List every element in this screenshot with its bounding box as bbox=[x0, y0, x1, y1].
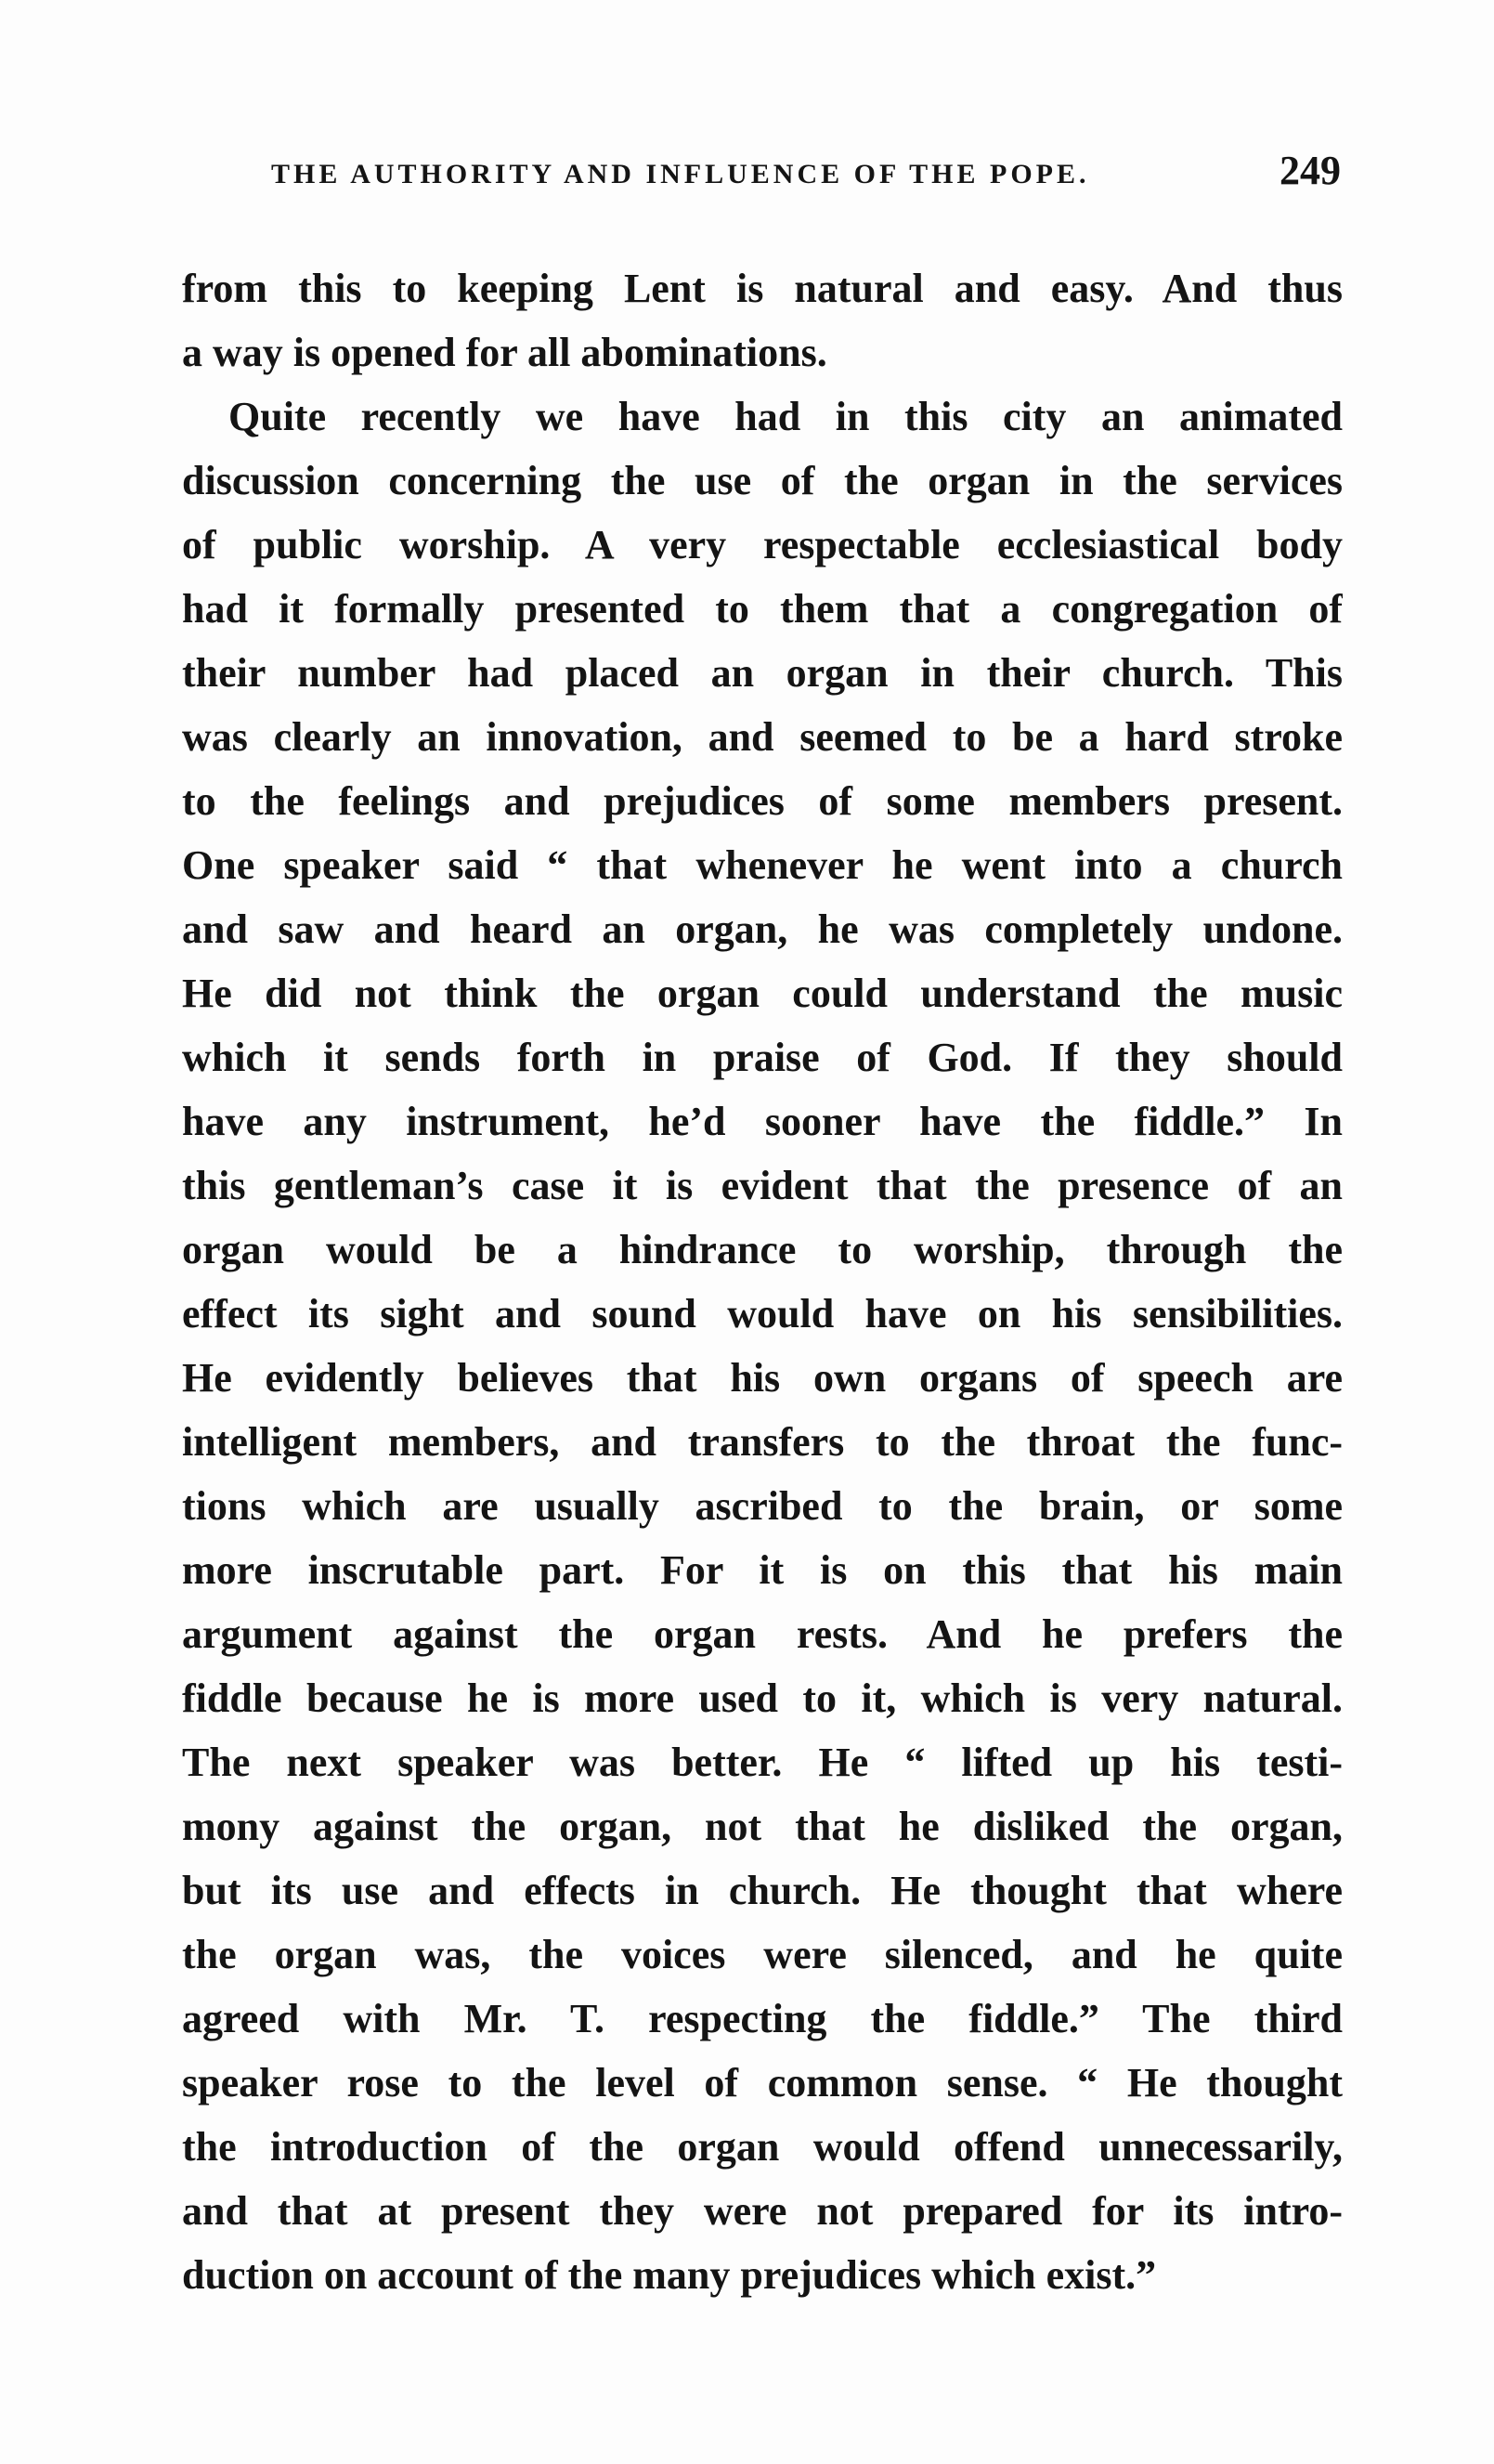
page-number: 249 bbox=[1280, 148, 1341, 193]
text-line: speaker rose to the level of common sense. “ He thought bbox=[182, 2060, 1343, 2105]
text-line: intelligent members, and transfers to the throat the func- bbox=[182, 1419, 1343, 1465]
text-line: discussion concerning the use of the organ in the services bbox=[182, 458, 1343, 503]
text-line: of public worship. A very respectable ecclesiastical body bbox=[182, 522, 1343, 567]
text-line: duction on account of the many prejudices which exist.” bbox=[182, 2252, 1157, 2298]
text-line: was clearly an innovation, and seemed to be a hard stroke bbox=[182, 714, 1343, 760]
text-line: which it sends forth in praise of God. If they should bbox=[182, 1035, 1343, 1080]
text-line: more inscrutable part. For it is on this that his main bbox=[182, 1547, 1343, 1593]
text-line: argument against the organ rests. And he prefers the bbox=[182, 1611, 1343, 1657]
text-line: Quite recently we have had in this city an animated bbox=[228, 394, 1343, 439]
text-line: to the feelings and prejudices of some members present. bbox=[182, 778, 1343, 824]
text-line: fiddle because he is more used to it, which is very natural. bbox=[182, 1675, 1343, 1721]
text-line: agreed with Mr. T. respecting the fiddle.” The third bbox=[182, 1996, 1343, 2041]
page-header bbox=[271, 147, 1341, 195]
text-line: had it formally presented to them that a congregation of bbox=[182, 586, 1343, 632]
body-text bbox=[182, 256, 1343, 2307]
text-line: but its use and effects in church. He thought that where bbox=[182, 1868, 1343, 1913]
text-line: from this to keeping Lent is natural and easy. And thus bbox=[182, 266, 1343, 311]
text-line: the introduction of the organ would offend unnecessarily, bbox=[182, 2124, 1343, 2170]
text-line: One speaker said “ that whenever he went into a church bbox=[182, 842, 1343, 888]
text-line: The next speaker was better. He “ lifted up his testi- bbox=[182, 1740, 1343, 1785]
text-line: the organ was, the voices were silenced, and he quite bbox=[182, 1932, 1343, 1977]
text-line: tions which are usually ascribed to the brain, or some bbox=[182, 1483, 1343, 1529]
text-line: have any instrument, he’d sooner have the fiddle.” In bbox=[182, 1099, 1343, 1144]
text-line: their number had placed an organ in their church. This bbox=[182, 650, 1343, 696]
text-line: and that at present they were not prepared for its intro- bbox=[182, 2188, 1343, 2234]
text-line: He evidently believes that his own organs of speech are bbox=[182, 1355, 1343, 1401]
text-line: effect its sight and sound would have on his sensibilities. bbox=[182, 1291, 1343, 1336]
text-line: this gentleman’s case it is evident that the presence of an bbox=[182, 1163, 1343, 1208]
running-head: THE AUTHORITY AND INFLUENCE OF THE POPE. bbox=[271, 159, 1090, 189]
text-line: a way is opened for all abominations. bbox=[182, 330, 827, 375]
text-line: organ would be a hindrance to worship, through the bbox=[182, 1227, 1343, 1272]
text-line: mony against the organ, not that he disliked the organ, bbox=[182, 1804, 1343, 1849]
text-line: He did not think the organ could understand the music bbox=[182, 971, 1343, 1016]
text-line: and saw and heard an organ, he was completely undone. bbox=[182, 906, 1343, 952]
